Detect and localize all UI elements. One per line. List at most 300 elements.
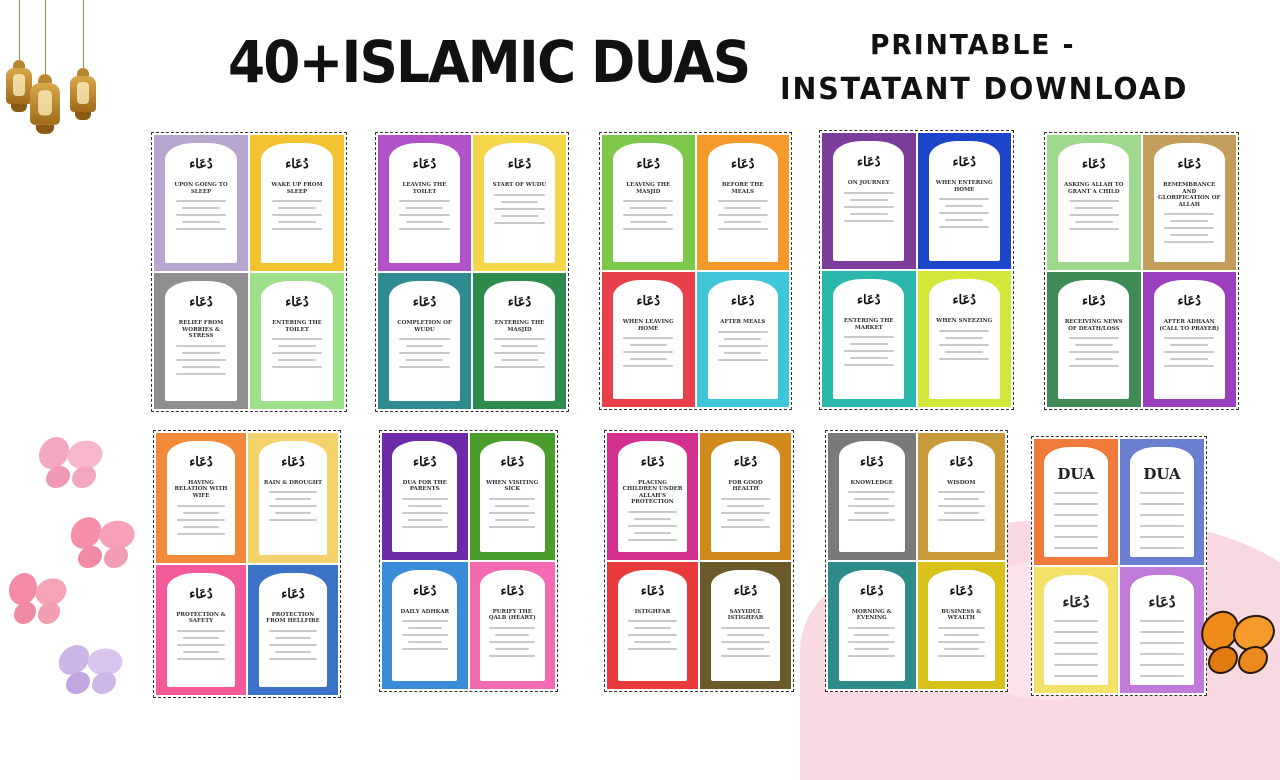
subtitle-instant-download: INSTATANT DOWNLOAD bbox=[780, 72, 1189, 107]
dua-card-title: AFTER ADHAAN (CALL TO PRAYER) bbox=[1159, 319, 1220, 332]
dua-card-panel bbox=[484, 281, 555, 401]
dua-text-line bbox=[848, 491, 895, 493]
dua-card-title: PROTECTION & SAFETY bbox=[176, 611, 226, 625]
dua-arabic-heading: دُعَاء bbox=[500, 583, 525, 599]
dua-arabic-heading: دُعَاء bbox=[733, 583, 758, 599]
dua-card bbox=[822, 133, 916, 269]
dua-card-panel bbox=[929, 141, 1000, 261]
dua-card bbox=[602, 272, 695, 407]
dua-text-line bbox=[630, 358, 667, 360]
dua-text-line bbox=[1164, 351, 1214, 353]
dua-text-line bbox=[182, 352, 220, 354]
dua-card-title: KNOWLEDGE bbox=[850, 479, 893, 486]
dua-card-panel bbox=[839, 441, 906, 553]
dua-text-line bbox=[1069, 214, 1119, 216]
hanging-lantern-icon bbox=[32, 0, 58, 130]
dua-arabic-heading: دُعَاء bbox=[949, 454, 974, 470]
blank-writing-line bbox=[1054, 653, 1099, 655]
dua-text-line bbox=[727, 648, 764, 650]
dua-card-panel bbox=[1058, 280, 1129, 399]
dua-card-panel bbox=[165, 143, 236, 263]
dua-card-title: REMEMBRANCE AND GLORIFICATION OF ALLAH bbox=[1158, 182, 1221, 208]
dua-arabic-heading: دُعَاء bbox=[733, 454, 758, 470]
dua-text-line bbox=[495, 648, 529, 650]
dua-card-title: FOR GOOD HEALTH bbox=[728, 479, 763, 493]
blank-writing-line bbox=[1054, 503, 1099, 505]
dua-text-line bbox=[278, 221, 316, 223]
butterfly-icon bbox=[58, 646, 128, 706]
dua-text-line bbox=[1170, 358, 1208, 360]
dua-card-panel bbox=[613, 280, 683, 399]
dua-text-line bbox=[623, 351, 673, 353]
dua-card bbox=[1034, 439, 1118, 565]
dua-text-line bbox=[724, 352, 761, 354]
dua-card-panel bbox=[833, 141, 904, 261]
dua-text-line bbox=[402, 634, 448, 636]
blank-writing-line bbox=[1054, 492, 1099, 494]
dua-text-line bbox=[1069, 337, 1119, 339]
dua-text-line bbox=[630, 207, 667, 209]
dua-arabic-heading: دُعَاء bbox=[730, 294, 755, 310]
dua-text-line bbox=[1164, 337, 1214, 339]
dua-card bbox=[1143, 135, 1237, 270]
dua-text-line bbox=[938, 655, 985, 657]
dua-text-line bbox=[176, 200, 227, 202]
dua-text-line bbox=[408, 505, 442, 507]
dua-text-line bbox=[1075, 221, 1113, 223]
dua-card-panel bbox=[929, 279, 1000, 399]
dua-card-title: START OF WUDU bbox=[492, 182, 547, 189]
dua-text-line bbox=[399, 228, 449, 230]
blank-writing-line bbox=[1054, 514, 1099, 516]
dua-card-title: BEFORE THE MEALS bbox=[721, 182, 764, 195]
dua-text-line bbox=[489, 627, 535, 629]
dua-text-line bbox=[634, 641, 671, 643]
dua-card bbox=[156, 565, 246, 695]
dua-text-line bbox=[177, 505, 225, 507]
dua-text-line bbox=[402, 620, 448, 622]
dua-text-line bbox=[850, 343, 888, 345]
dua-arabic-heading: دُعَاء bbox=[1081, 157, 1106, 173]
dua-card-panel bbox=[261, 281, 332, 401]
dua-card-panel bbox=[1154, 143, 1225, 262]
dua-text-line bbox=[272, 338, 323, 340]
dua-text-line bbox=[939, 344, 989, 346]
dua-arabic-heading: دُعَاء bbox=[856, 155, 881, 171]
butterfly-icon bbox=[8, 574, 72, 638]
dua-card bbox=[250, 273, 344, 409]
dua-card bbox=[828, 562, 916, 689]
printable-sheet-9 bbox=[825, 430, 1008, 692]
dua-card-panel bbox=[259, 573, 327, 687]
dua-text-line bbox=[269, 491, 317, 493]
dua-arabic-heading: دُعَاء bbox=[859, 583, 884, 599]
blank-writing-line bbox=[1054, 525, 1099, 527]
dua-card-title: AFTER MEALS bbox=[720, 319, 766, 326]
blank-card-dua-label: DUA bbox=[1057, 464, 1095, 483]
printable-sheet-10 bbox=[1031, 436, 1207, 696]
blank-card-arabic-heading: دُعَاء bbox=[1062, 592, 1090, 611]
dua-card-title: BUSINESS & WEALTH bbox=[941, 608, 982, 622]
dua-text-line bbox=[628, 539, 677, 541]
dua-text-line bbox=[489, 641, 535, 643]
dua-card bbox=[697, 272, 790, 407]
dua-text-line bbox=[721, 526, 770, 528]
dua-arabic-heading: دُعَاء bbox=[281, 454, 305, 470]
dua-text-line bbox=[844, 364, 894, 366]
subtitle-printable: PRINTABLE - bbox=[870, 28, 1076, 61]
printable-sheet-2 bbox=[375, 132, 569, 412]
dua-text-line bbox=[628, 511, 677, 513]
printable-sheet-6 bbox=[153, 430, 341, 698]
dua-text-line bbox=[177, 630, 225, 632]
dua-text-line bbox=[494, 222, 544, 224]
dua-card-panel bbox=[480, 570, 545, 682]
dua-text-line bbox=[939, 226, 989, 228]
printable-sheet-4 bbox=[819, 130, 1014, 410]
butterfly-icon bbox=[70, 518, 140, 578]
dua-text-line bbox=[182, 221, 220, 223]
dua-arabic-heading: دُعَاء bbox=[856, 293, 881, 309]
dua-card-panel bbox=[389, 143, 460, 263]
dua-arabic-heading: دُعَاء bbox=[859, 454, 884, 470]
dua-card-panel bbox=[1154, 280, 1225, 399]
dua-text-line bbox=[406, 359, 444, 361]
dua-text-line bbox=[278, 207, 316, 209]
dua-card-title: ENTERING THE MASJID bbox=[494, 320, 545, 333]
dua-text-line bbox=[272, 214, 323, 216]
dua-text-line bbox=[945, 337, 983, 339]
dua-card-title: WAKE UP FROM SLEEP bbox=[271, 182, 323, 195]
dua-card bbox=[1034, 567, 1118, 693]
dua-text-line bbox=[1069, 351, 1119, 353]
dua-arabic-heading: دُعَاء bbox=[189, 295, 213, 311]
dua-card-panel bbox=[167, 573, 235, 687]
dua-card-title: WISDOM bbox=[947, 479, 976, 486]
dua-text-line bbox=[718, 345, 768, 347]
dua-card-panel bbox=[928, 570, 995, 682]
dua-text-line bbox=[945, 205, 983, 207]
dua-card bbox=[822, 271, 916, 407]
dua-text-line bbox=[944, 634, 979, 636]
dua-card-panel bbox=[484, 143, 555, 263]
dua-card bbox=[473, 135, 566, 271]
dua-text-line bbox=[402, 526, 448, 528]
dua-text-line bbox=[183, 526, 219, 528]
dua-card-panel bbox=[711, 570, 780, 682]
dua-text-line bbox=[406, 221, 444, 223]
dua-text-line bbox=[176, 373, 227, 375]
dua-text-line bbox=[402, 648, 448, 650]
dua-card bbox=[1047, 135, 1141, 270]
dua-text-line bbox=[494, 352, 544, 354]
dua-text-line bbox=[945, 219, 983, 221]
dua-text-line bbox=[495, 505, 529, 507]
dua-text-line bbox=[850, 357, 888, 359]
dua-card-panel bbox=[613, 143, 683, 262]
dua-text-line bbox=[628, 525, 677, 527]
dua-text-line bbox=[272, 200, 323, 202]
dua-card-title: PLACING CHILDREN UNDER ALLAH'S PROTECTION bbox=[622, 479, 683, 506]
dua-text-line bbox=[718, 359, 768, 361]
dua-text-line bbox=[724, 207, 761, 209]
dua-text-line bbox=[854, 512, 889, 514]
dua-text-line bbox=[939, 198, 989, 200]
dua-text-line bbox=[1069, 200, 1119, 202]
dua-arabic-heading: دُعَاء bbox=[412, 295, 437, 311]
dua-arabic-heading: دُعَاء bbox=[1081, 294, 1106, 310]
dua-card-panel bbox=[618, 570, 687, 682]
blank-writing-line bbox=[1140, 642, 1185, 644]
dua-card bbox=[470, 562, 556, 689]
dua-card bbox=[156, 433, 246, 563]
dua-card-title: HAVING RELATION WITH WIFE bbox=[174, 479, 228, 499]
dua-text-line bbox=[275, 498, 311, 500]
dua-card-title: WHEN VISITING SICK bbox=[486, 479, 539, 493]
dua-card bbox=[918, 433, 1006, 560]
hanging-lantern-icon bbox=[6, 0, 32, 112]
dua-text-line bbox=[634, 532, 671, 534]
dua-text-line bbox=[399, 352, 449, 354]
dua-text-line bbox=[850, 213, 888, 215]
page-title: 40+ISLAMIC DUAS bbox=[228, 28, 750, 96]
dua-text-line bbox=[628, 648, 677, 650]
dua-text-line bbox=[939, 212, 989, 214]
blank-writing-line bbox=[1140, 514, 1185, 516]
blank-writing-line bbox=[1140, 653, 1185, 655]
dua-arabic-heading: دُعَاء bbox=[952, 293, 977, 309]
dua-text-line bbox=[848, 627, 895, 629]
dua-text-line bbox=[844, 206, 894, 208]
dua-text-line bbox=[489, 498, 535, 500]
dua-arabic-heading: دُعَاء bbox=[412, 454, 437, 470]
dua-card-panel bbox=[1044, 575, 1108, 686]
dua-card bbox=[248, 565, 338, 695]
dua-text-line bbox=[1075, 358, 1113, 360]
dua-text-line bbox=[628, 634, 677, 636]
dua-card-title: ENTERING THE MARKET bbox=[843, 318, 894, 331]
dua-text-line bbox=[408, 519, 442, 521]
blank-writing-line bbox=[1140, 620, 1185, 622]
dua-text-line bbox=[854, 648, 889, 650]
dua-card-title: SAYYIDUL ISTIGHFAR bbox=[727, 608, 764, 622]
dua-text-line bbox=[1164, 241, 1214, 243]
dua-text-line bbox=[1164, 213, 1214, 215]
dua-text-line bbox=[724, 338, 761, 340]
dua-arabic-heading: دُعَاء bbox=[952, 155, 977, 171]
dua-card-panel bbox=[261, 143, 332, 263]
dua-text-line bbox=[269, 519, 317, 521]
dua-text-line bbox=[721, 627, 770, 629]
dua-text-line bbox=[623, 365, 673, 367]
blank-card-dua-label: DUA bbox=[1143, 464, 1181, 483]
dua-text-line bbox=[1069, 228, 1119, 230]
dua-card-panel bbox=[165, 281, 236, 401]
dua-card-panel bbox=[1058, 143, 1129, 262]
dua-arabic-heading: دُعَاء bbox=[412, 157, 437, 173]
dua-text-line bbox=[848, 505, 895, 507]
dua-text-line bbox=[634, 518, 671, 520]
dua-text-line bbox=[489, 512, 535, 514]
dua-text-line bbox=[399, 366, 449, 368]
dua-arabic-heading: دُعَاء bbox=[640, 454, 665, 470]
dua-text-line bbox=[408, 641, 442, 643]
dua-card bbox=[1047, 272, 1141, 407]
dua-text-line bbox=[623, 337, 673, 339]
blank-writing-line bbox=[1140, 675, 1185, 677]
printable-sheet-1 bbox=[151, 132, 347, 412]
dua-text-line bbox=[938, 627, 985, 629]
dua-card bbox=[700, 433, 791, 560]
dua-text-line bbox=[1170, 344, 1208, 346]
dua-text-line bbox=[182, 366, 220, 368]
dua-card-panel bbox=[928, 441, 995, 553]
dua-card-title: RAIN & DROUGHT bbox=[263, 479, 323, 486]
dua-card-title: WHEN ENTERING HOME bbox=[935, 180, 993, 193]
dua-card-title: LEAVING THE TOILET bbox=[402, 182, 447, 195]
blank-writing-line bbox=[1140, 536, 1185, 538]
blank-writing-line bbox=[1140, 664, 1185, 666]
dua-text-line bbox=[1170, 234, 1208, 236]
dua-card bbox=[1120, 439, 1204, 565]
blank-writing-line bbox=[1140, 547, 1185, 549]
dua-text-line bbox=[501, 215, 539, 217]
dua-card-panel bbox=[618, 441, 687, 553]
dua-card-panel bbox=[708, 280, 778, 399]
dua-card bbox=[1120, 567, 1204, 693]
dua-text-line bbox=[495, 519, 529, 521]
dua-card bbox=[607, 562, 698, 689]
dua-card-title: ASKING ALLAH TO GRANT A CHILD bbox=[1064, 182, 1124, 195]
dua-text-line bbox=[939, 330, 989, 332]
dua-card bbox=[700, 562, 791, 689]
dua-text-line bbox=[399, 338, 449, 340]
hanging-lantern-icon bbox=[70, 0, 96, 120]
dua-arabic-heading: دُعَاء bbox=[412, 583, 437, 599]
dua-card bbox=[378, 273, 471, 409]
dua-card-title: RELIEF FROM WORRIES & STRESS bbox=[178, 320, 224, 340]
dua-arabic-heading: دُعَاء bbox=[949, 583, 974, 599]
dua-text-line bbox=[406, 345, 444, 347]
dua-text-line bbox=[269, 644, 317, 646]
dua-text-line bbox=[399, 200, 449, 202]
dua-text-line bbox=[628, 620, 677, 622]
dua-text-line bbox=[494, 194, 544, 196]
dua-text-line bbox=[939, 358, 989, 360]
dua-text-line bbox=[177, 658, 225, 660]
dua-text-line bbox=[495, 634, 529, 636]
dua-card-panel bbox=[1130, 447, 1194, 558]
dua-text-line bbox=[269, 505, 317, 507]
dua-arabic-heading: دُعَاء bbox=[189, 586, 213, 602]
dua-text-line bbox=[269, 658, 317, 660]
dua-card-panel bbox=[480, 441, 545, 553]
dua-arabic-heading: دُعَاء bbox=[285, 295, 309, 311]
dua-card bbox=[154, 135, 248, 271]
dua-card-panel bbox=[392, 570, 457, 682]
dua-arabic-heading: دُعَاء bbox=[285, 157, 309, 173]
dua-text-line bbox=[844, 220, 894, 222]
dua-arabic-heading: دُعَاء bbox=[189, 454, 213, 470]
blank-writing-line bbox=[1054, 664, 1099, 666]
dua-card-title: WHEN SNEEZING bbox=[936, 318, 993, 325]
dua-text-line bbox=[938, 519, 985, 521]
dua-text-line bbox=[1075, 344, 1113, 346]
dua-card-panel bbox=[389, 281, 460, 401]
printable-sheet-8 bbox=[604, 430, 794, 692]
dua-text-line bbox=[275, 637, 311, 639]
dua-text-line bbox=[1069, 365, 1119, 367]
dua-text-line bbox=[724, 221, 761, 223]
dua-card bbox=[918, 271, 1012, 407]
dua-card-title: LEAVING THE MASJID bbox=[626, 182, 671, 195]
dua-text-line bbox=[945, 351, 983, 353]
dua-text-line bbox=[272, 352, 323, 354]
printable-sheet-7 bbox=[379, 430, 558, 692]
dua-text-line bbox=[634, 627, 671, 629]
dua-text-line bbox=[944, 512, 979, 514]
dua-text-line bbox=[177, 533, 225, 535]
blank-card-arabic-heading: دُعَاء bbox=[1148, 592, 1176, 611]
dua-card-panel bbox=[833, 279, 904, 399]
dua-arabic-heading: دُعَاء bbox=[507, 295, 532, 311]
dua-text-line bbox=[727, 519, 764, 521]
blank-writing-line bbox=[1140, 631, 1185, 633]
dua-card-panel bbox=[708, 143, 778, 262]
dua-card-panel bbox=[392, 441, 457, 553]
dua-card-title: ISTIGHFAR bbox=[634, 608, 671, 615]
dua-text-line bbox=[278, 359, 316, 361]
dua-text-line bbox=[630, 221, 667, 223]
dua-text-line bbox=[272, 228, 323, 230]
blank-writing-line bbox=[1140, 503, 1185, 505]
dua-text-line bbox=[718, 214, 768, 216]
dua-card-panel bbox=[711, 441, 780, 553]
dua-card-title: DAILY ADHKAR bbox=[400, 608, 450, 615]
dua-text-line bbox=[501, 359, 539, 361]
dua-text-line bbox=[944, 648, 979, 650]
dua-card bbox=[607, 433, 698, 560]
dua-text-line bbox=[850, 199, 888, 201]
dua-text-line bbox=[623, 200, 673, 202]
dua-text-line bbox=[630, 344, 667, 346]
dua-text-line bbox=[721, 655, 770, 657]
dua-text-line bbox=[727, 634, 764, 636]
dua-text-line bbox=[844, 350, 894, 352]
dua-arabic-heading: دُعَاء bbox=[281, 586, 305, 602]
dua-card bbox=[918, 133, 1012, 269]
dua-text-line bbox=[938, 491, 985, 493]
dua-arabic-heading: دُعَاء bbox=[500, 454, 525, 470]
blank-writing-line bbox=[1054, 642, 1099, 644]
printable-sheet-3 bbox=[599, 132, 792, 410]
dua-text-line bbox=[721, 641, 770, 643]
dua-text-line bbox=[623, 214, 673, 216]
blank-writing-line bbox=[1054, 675, 1099, 677]
dua-card-title: MORNING & EVENING bbox=[851, 608, 892, 622]
dua-text-line bbox=[501, 201, 539, 203]
dua-text-line bbox=[176, 214, 227, 216]
dua-text-line bbox=[718, 331, 768, 333]
dua-text-line bbox=[494, 208, 544, 210]
dua-text-line bbox=[721, 498, 770, 500]
dua-card-title: DUA FOR THE PARENTS bbox=[402, 479, 447, 493]
dua-text-line bbox=[938, 641, 985, 643]
dua-arabic-heading: دُعَاء bbox=[507, 157, 532, 173]
dua-text-line bbox=[501, 345, 539, 347]
dua-card-title: ENTERING THE TOILET bbox=[272, 320, 322, 333]
dua-text-line bbox=[1164, 227, 1214, 229]
